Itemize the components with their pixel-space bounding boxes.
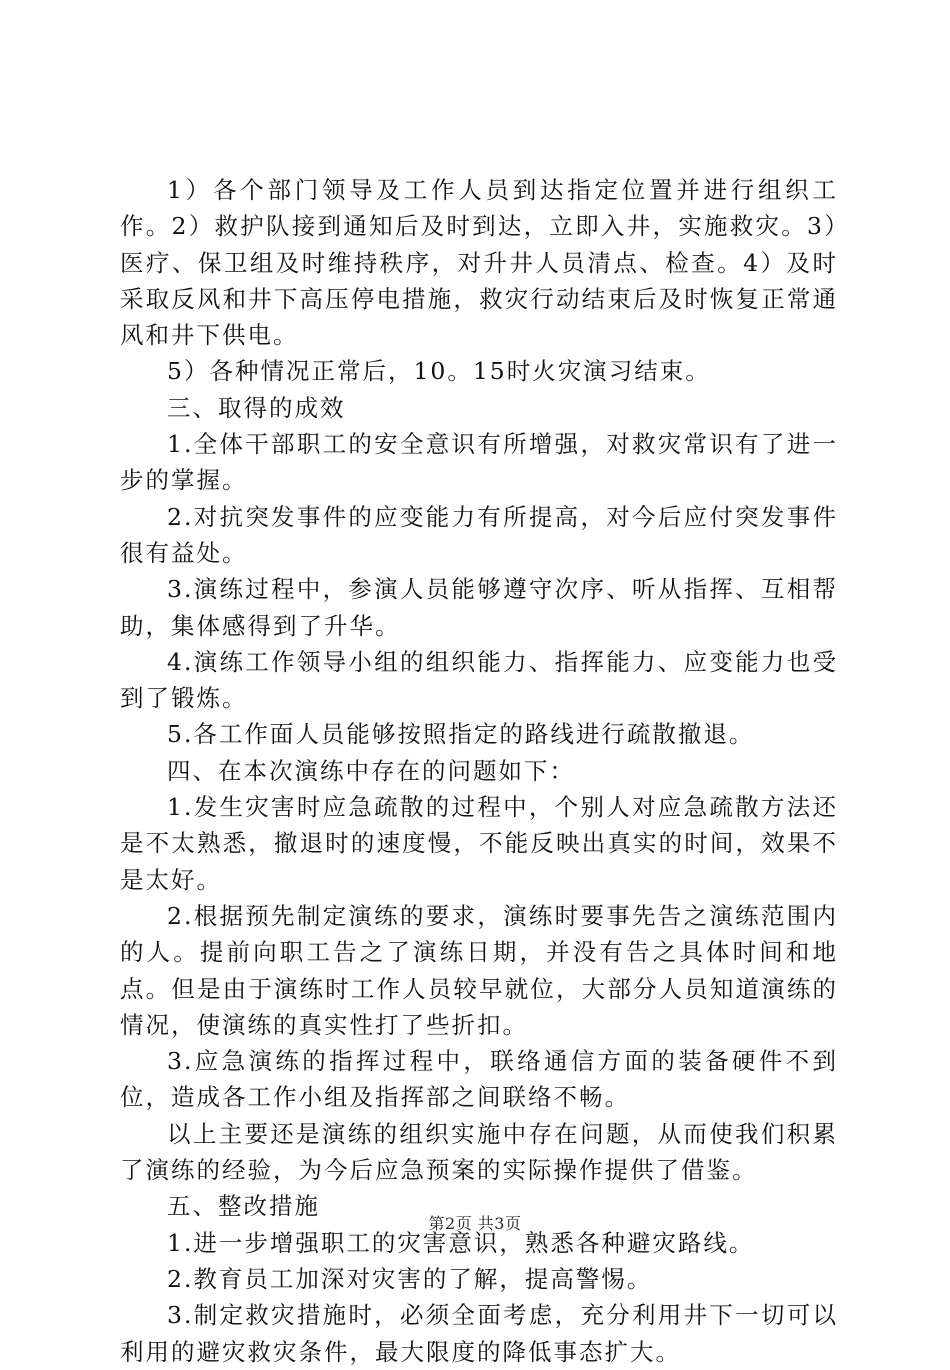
paragraph-result-3: 3.演练过程中，参演人员能够遵守次序、听从指挥、互相帮助，集体感得到了升华。 <box>120 575 838 640</box>
paragraph-summary: 以上主要还是演练的组织实施中存在问题，从而使我们积累了演练的经验，为今后应急预案的实际操作提供了借鉴。 <box>120 1119 838 1185</box>
paragraph-measure-2: 2.教育员工加深对灾害的了解，提高警惕。 <box>167 1264 653 1293</box>
paragraph-problem-1: 1.发生灾害时应急疏散的过程中，个别人对应急疏散方法还是不太熟悉，撤退时的速度慢，不能反映出真实的时间，效果不是太好。 <box>120 793 838 894</box>
page-number-label: 第2页 共3页 <box>428 1214 522 1233</box>
section-heading-measures: 五、整改措施 <box>167 1192 320 1221</box>
paragraph-measure-3: 3.制定救灾措施时，必须全面考虑，充分利用井下一切可以利用的避灾救灾条件，最大限度的降低事态扩大。 <box>120 1301 838 1366</box>
section-heading-results: 三、取得的成效 <box>167 393 346 422</box>
paragraph-drill-end: 5）各种情况正常后，10。15时火灾演习结束。 <box>167 357 711 386</box>
paragraph-problem-3: 3.应急演练的指挥过程中，联络通信方面的装备硬件不到位，造成各工作小组及指挥部之间联络不畅。 <box>120 1047 838 1112</box>
paragraph-result-1: 1.全体干部职工的安全意识有所增强，对救灾常识有了进一步的掌握。 <box>120 430 838 495</box>
paragraph-fire-drill-steps: 1）各个部门领导及工作人员到达指定位置并进行组织工作。2）救护队接到通知后及时到达，立即入井，实施救灾。3）医疗、保卫组及时维持秩序，对升井人员清点、检查。4）及时采取反风和井下高压停电措施，救灾行动结束后及时恢复正常通风和井下供电。 <box>120 176 838 350</box>
paragraph-measure-1: 1.进一步增强职工的灾害意识，熟悉各种避灾路线。 <box>167 1228 755 1257</box>
section-heading-problems: 四、在本次演练中存在的问题如下： <box>167 756 575 785</box>
paragraph-result-5: 5.各工作面人员能够按照指定的路线进行疏散撤退。 <box>167 720 755 749</box>
paragraph-problem-2: 2.根据预先制定演练的要求，演练时要事先告之演练范围内的人。提前向职工告之了演练日期，并没有告之具体时间和地点。但是由于演练时工作人员较早就位，大部分人员知道演练的情况，使演练的真实性打了些折扣。 <box>120 901 838 1039</box>
paragraph-result-4: 4.演练工作领导小组的组织能力、指挥能力、应变能力也受到了锻炼。 <box>120 647 838 713</box>
paragraph-result-2: 2.对抗突发事件的应变能力有所提高，对今后应付突发事件很有益处。 <box>120 502 838 567</box>
document-body <box>120 172 838 1370</box>
page-footer <box>0 1214 950 1234</box>
